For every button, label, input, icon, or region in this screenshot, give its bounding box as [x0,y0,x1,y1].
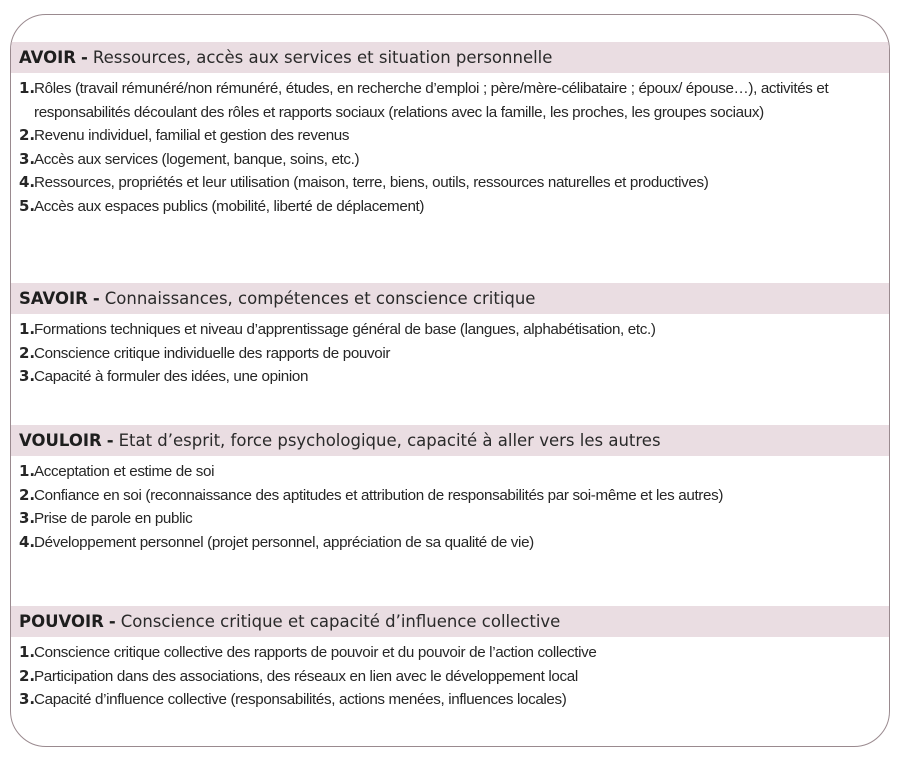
list-item [11,531,889,555]
item-number: 3. [19,690,36,708]
section-dash: - [106,431,114,450]
item-number: 3. [19,149,36,168]
section-key: POUVOIR [19,612,104,631]
section-header [11,42,889,73]
item-text: Acceptation et estime de soi [34,463,215,480]
empowerment-framework-card [10,14,890,747]
section-dash: - [81,48,88,67]
list-item [11,365,889,389]
item-text: Capacité d’influence collective (responsabilités, actions menées, influences locales) [34,691,567,708]
section-avoir [11,42,889,218]
item-text: Formations techniques et niveau d’apprentissage général de base (langues, alphabétisation, etc.) [34,321,656,338]
list-item [11,641,889,665]
item-text: Accès aux services (logement, banque, soins, etc.) [34,150,360,168]
item-number: 1. [19,462,36,480]
list-item [11,688,889,712]
item-number: 5. [19,196,36,215]
section-dash: - [92,289,100,308]
list-item [11,665,889,689]
list-item [11,484,889,508]
list-item [11,77,889,124]
item-text: Participation dans des associations, des réseaux en lien avec le développement local [34,667,578,685]
item-text: Accès aux espaces publics (mobilité, liberté de déplacement) [34,197,425,215]
item-text: Conscience critique individuelle des rapports de pouvoir [34,344,391,362]
section-pouvoir [11,606,889,712]
section-key: SAVOIR [19,289,88,308]
item-text: Conscience critique collective des rapports de pouvoir et du pouvoir de l’action collective [34,644,597,661]
section-savoir [11,283,889,389]
section-header [11,425,889,456]
list-item [11,124,889,148]
list-item [11,148,889,172]
list-item [11,195,889,219]
section-title: Etat d’esprit, force psychologique, capacité à aller vers les autres [118,431,661,450]
section-title: Conscience critique et capacité d’influence collective [120,612,561,631]
section-title: Connaissances, compétences et conscience critique [104,289,536,308]
item-list [11,318,889,389]
section-dash: - [108,612,116,631]
item-text: Revenu individuel, familial et gestion des revenus [34,127,350,144]
list-item [11,342,889,366]
item-number: 1. [19,643,36,661]
item-text: Capacité à formuler des idées, une opinion [34,368,309,385]
item-number: 2. [19,666,36,685]
item-text: Rôles (travail rémunéré/non rémunéré, études, en recherche d’emploi ; père/mère-célibataire ; époux/ épouse…), activités et responsabilités découlant des rôles et rapports sociaux (relations avec la famille, les proches, les groupes sociaux) [34,80,829,121]
section-key: AVOIR [19,48,77,67]
item-text: Ressources, propriétés et leur utilisation (maison, terre, biens, outils, ressources naturelles et productives) [34,174,709,191]
item-text: Prise de parole en public [34,510,193,527]
item-number: 1. [19,79,36,97]
item-list [11,77,889,218]
list-item [11,171,889,195]
item-number: 3. [19,367,36,385]
list-item [11,318,889,342]
item-number: 2. [19,343,36,362]
section-header [11,283,889,314]
section-title: Ressources, accès aux services et situation personnelle [92,48,553,67]
item-text: Développement personnel (projet personnel, appréciation de sa qualité de vie) [34,533,534,551]
item-number: 2. [19,126,36,144]
item-number: 3. [19,509,36,527]
item-list [11,460,889,554]
list-item [11,460,889,484]
section-vouloir [11,425,889,554]
item-number: 4. [19,173,36,191]
item-number: 2. [19,485,36,504]
item-number: 1. [19,320,36,338]
section-header [11,606,889,637]
list-item [11,507,889,531]
item-text: Confiance en soi (reconnaissance des aptitudes et attribution de responsabilités par soi-même et les autres) [34,486,724,504]
item-list [11,641,889,712]
section-key: VOULOIR [19,431,102,450]
item-number: 4. [19,532,36,551]
